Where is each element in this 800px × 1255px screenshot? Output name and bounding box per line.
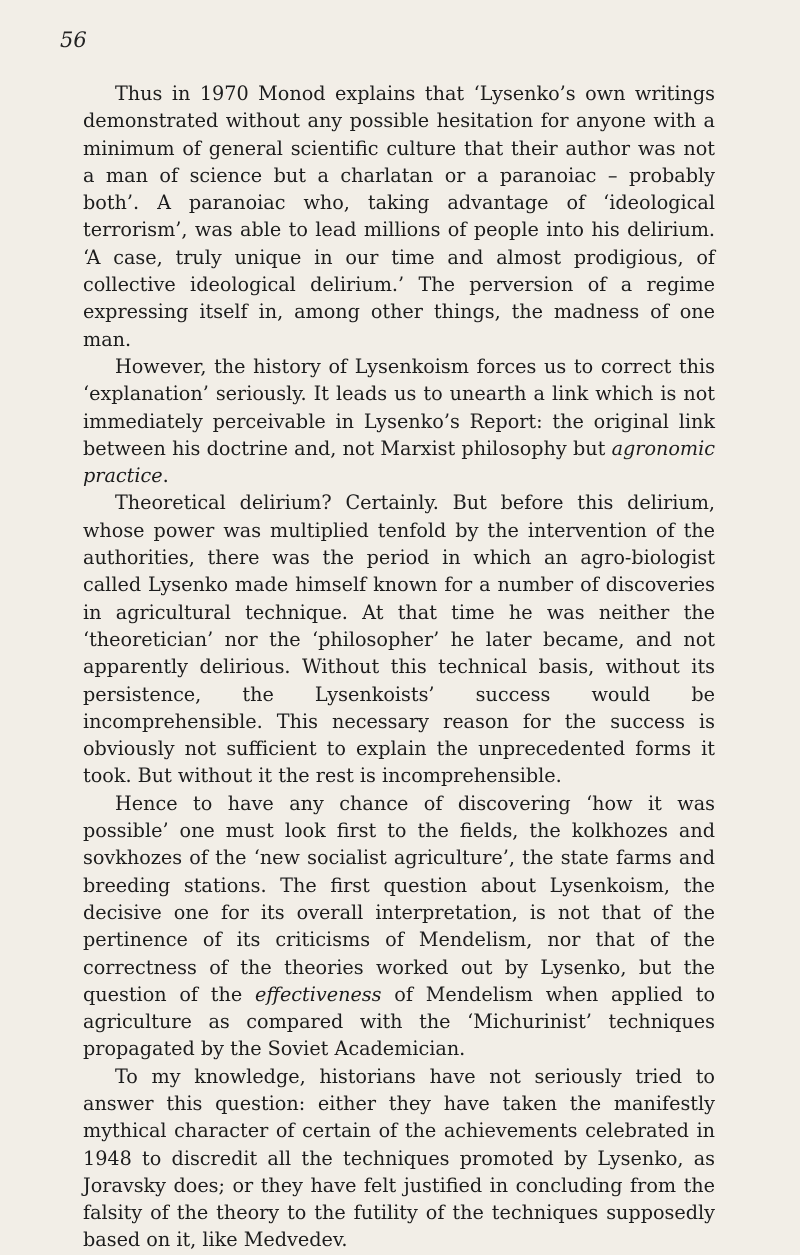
paragraph — [83, 489, 715, 789]
paragraph — [83, 790, 715, 1063]
body-text — [83, 80, 715, 1254]
page-number: 56 — [60, 28, 87, 52]
text-run: Hence to have any chance of discovering ‘how it was possible’ one must look first to the fields, the kolkhozes and sovkhozes of the ‘new socialist agriculture’, the state farms and breeding stations. The first question about Lysenkoism, the decisive one for its overall interpretation, is not that of the pertinence of its criticisms of Mendelism, nor that of the correctness of the theories worked out by Lysenko, but the question of the — [83, 791, 715, 1006]
paragraph — [83, 1063, 715, 1254]
italic-text-run: effectiveness — [255, 982, 382, 1006]
text-run: However, the history of Lysenkoism forces us to correct this ‘explanation’ seriously. It leads us to unearth a link which is not immediately perceivable in Lysenko’s Report: the original link between his doctrine and, not Marxist philosophy but — [83, 354, 715, 460]
paragraph — [83, 80, 715, 353]
italic-text-run: agronomic practice — [83, 436, 715, 488]
text-run: Theoretical delirium? Certainly. But before this delirium, whose power was multiplied tenfold by the intervention of the authorities, there was the period in which an agro-biologist called Lysenko made himself known for a number of discoveries in agricultural technique. At that time he was neither the ‘theoretician’ nor the ‘philosopher’ he later became, and not apparently delirious. Without this technical basis, without its persistence, the Lysenkoists’ success would be incomprehensible. This necessary reason for the success is obviously not sufficient to explain the unprecedented forms it took. But without it the rest is incomprehensible. — [83, 491, 715, 788]
text-run: . — [162, 464, 169, 488]
text-run: To my knowledge, historians have not seriously tried to answer this question: either they have taken the manifestly mythical character of certain of the achievements celebrated in 1948 to discredit all the techniques promoted by Lysenko, as Joravsky does; or they have felt justified in concluding from the falsity of the theory to the futility of the techniques supposedly based on it, like Medvedev. — [83, 1064, 715, 1252]
text-run: of Mendelism when applied to agriculture as compared with the ‘Michurinist’ techniques propagated by the Soviet Academician. — [83, 982, 715, 1061]
paragraph — [83, 353, 715, 489]
text-run: Thus in 1970 Monod explains that ‘Lysenko’s own writings demonstrated without any possible hesitation for anyone with a minimum of general scientific culture that their author was not a man of science but a charlatan or a paranoiac – probably both’. A paranoiac who, taking advantage of ‘ideological terrorism’, was able to lead millions of people into his delirium. ‘A case, truly unique in our time and almost prodigious, of collective ideological delirium.’ The perversion of a regime expressing itself in, among other things, the madness of one man. — [83, 82, 715, 351]
